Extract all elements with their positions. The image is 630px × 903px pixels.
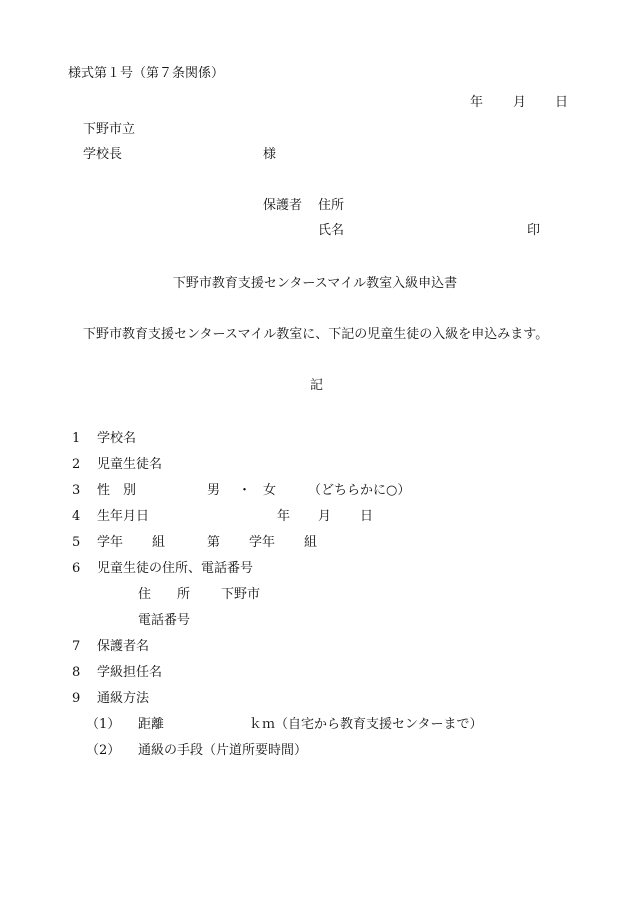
item-7-number: 7 bbox=[72, 639, 81, 654]
form-number: 様式第１号（第７条関係） bbox=[68, 66, 225, 81]
date-month-label: 月 bbox=[513, 95, 527, 110]
document-title: 下野市教育支援センタースマイル教室入級申込書 bbox=[172, 276, 458, 291]
item-8-number: 8 bbox=[72, 665, 81, 680]
item-5-grade: 学年 bbox=[97, 535, 124, 550]
gender-male: 男 bbox=[207, 483, 221, 498]
honorific-label: 様 bbox=[263, 147, 277, 162]
gender-separator: ・ bbox=[238, 483, 252, 498]
item-3-number: 3 bbox=[72, 483, 81, 498]
principal-label: 学校長 bbox=[83, 147, 123, 162]
sub-item-2-number: （2） bbox=[86, 743, 121, 758]
birth-year-label: 年 bbox=[277, 509, 291, 524]
item-4-birthdate: 生年月日 bbox=[97, 509, 150, 524]
item-9-commute-method: 通級方法 bbox=[97, 691, 150, 706]
item-4-number: 4 bbox=[72, 509, 81, 524]
city-school-label: 下野市立 bbox=[83, 122, 136, 137]
birth-month-label: 月 bbox=[318, 509, 332, 524]
date-day-label: 日 bbox=[555, 95, 569, 110]
distance-label: 距離 bbox=[138, 717, 165, 732]
item-9-number: 9 bbox=[72, 691, 81, 706]
grade-gakunen-label: 学年 bbox=[249, 535, 276, 550]
sub-item-1-number: （1） bbox=[86, 717, 121, 732]
ki-label: 記 bbox=[310, 378, 324, 393]
gender-note: （どちらかに○） bbox=[308, 483, 411, 498]
grade-class-label: 組 bbox=[152, 535, 166, 550]
item-8-homeroom-teacher: 学級担任名 bbox=[97, 665, 163, 680]
request-text: 下野市教育支援センタースマイル教室に、下記の児童生徒の入級を申込みます。 bbox=[83, 327, 549, 342]
grade-dai-label: 第 bbox=[207, 535, 221, 550]
student-address-city: 下野市 bbox=[221, 587, 261, 602]
item-3-gender: 性 別 bbox=[97, 483, 137, 498]
guardian-label: 保護者 bbox=[263, 198, 303, 213]
gender-female: 女 bbox=[263, 483, 277, 498]
item-5-number: 5 bbox=[72, 535, 81, 550]
commute-means-label: 通級の手段（片道所要時間） bbox=[138, 743, 308, 758]
item-2-number: 2 bbox=[72, 457, 81, 472]
item-6-number: 6 bbox=[72, 561, 81, 576]
birth-day-label: 日 bbox=[360, 509, 374, 524]
item-7-guardian-name: 保護者名 bbox=[97, 639, 150, 654]
guardian-name-label: 氏名 bbox=[318, 223, 345, 238]
date-year-label: 年 bbox=[470, 95, 484, 110]
item-6-address-phone: 児童生徒の住所、電話番号 bbox=[97, 561, 254, 576]
distance-unit-note: ｋｍ（自宅から教育支援センターまで） bbox=[249, 717, 483, 732]
grade-class-label-2: 組 bbox=[304, 535, 318, 550]
item-1-school-name: 学校名 bbox=[97, 431, 137, 446]
item-2-student-name: 児童生徒名 bbox=[97, 457, 163, 472]
student-phone-label: 電話番号 bbox=[138, 613, 191, 628]
item-1-number: 1 bbox=[72, 431, 81, 446]
seal-label: 印 bbox=[527, 223, 541, 238]
guardian-address-label: 住所 bbox=[318, 198, 345, 213]
student-address-label: 住 所 bbox=[138, 587, 191, 602]
